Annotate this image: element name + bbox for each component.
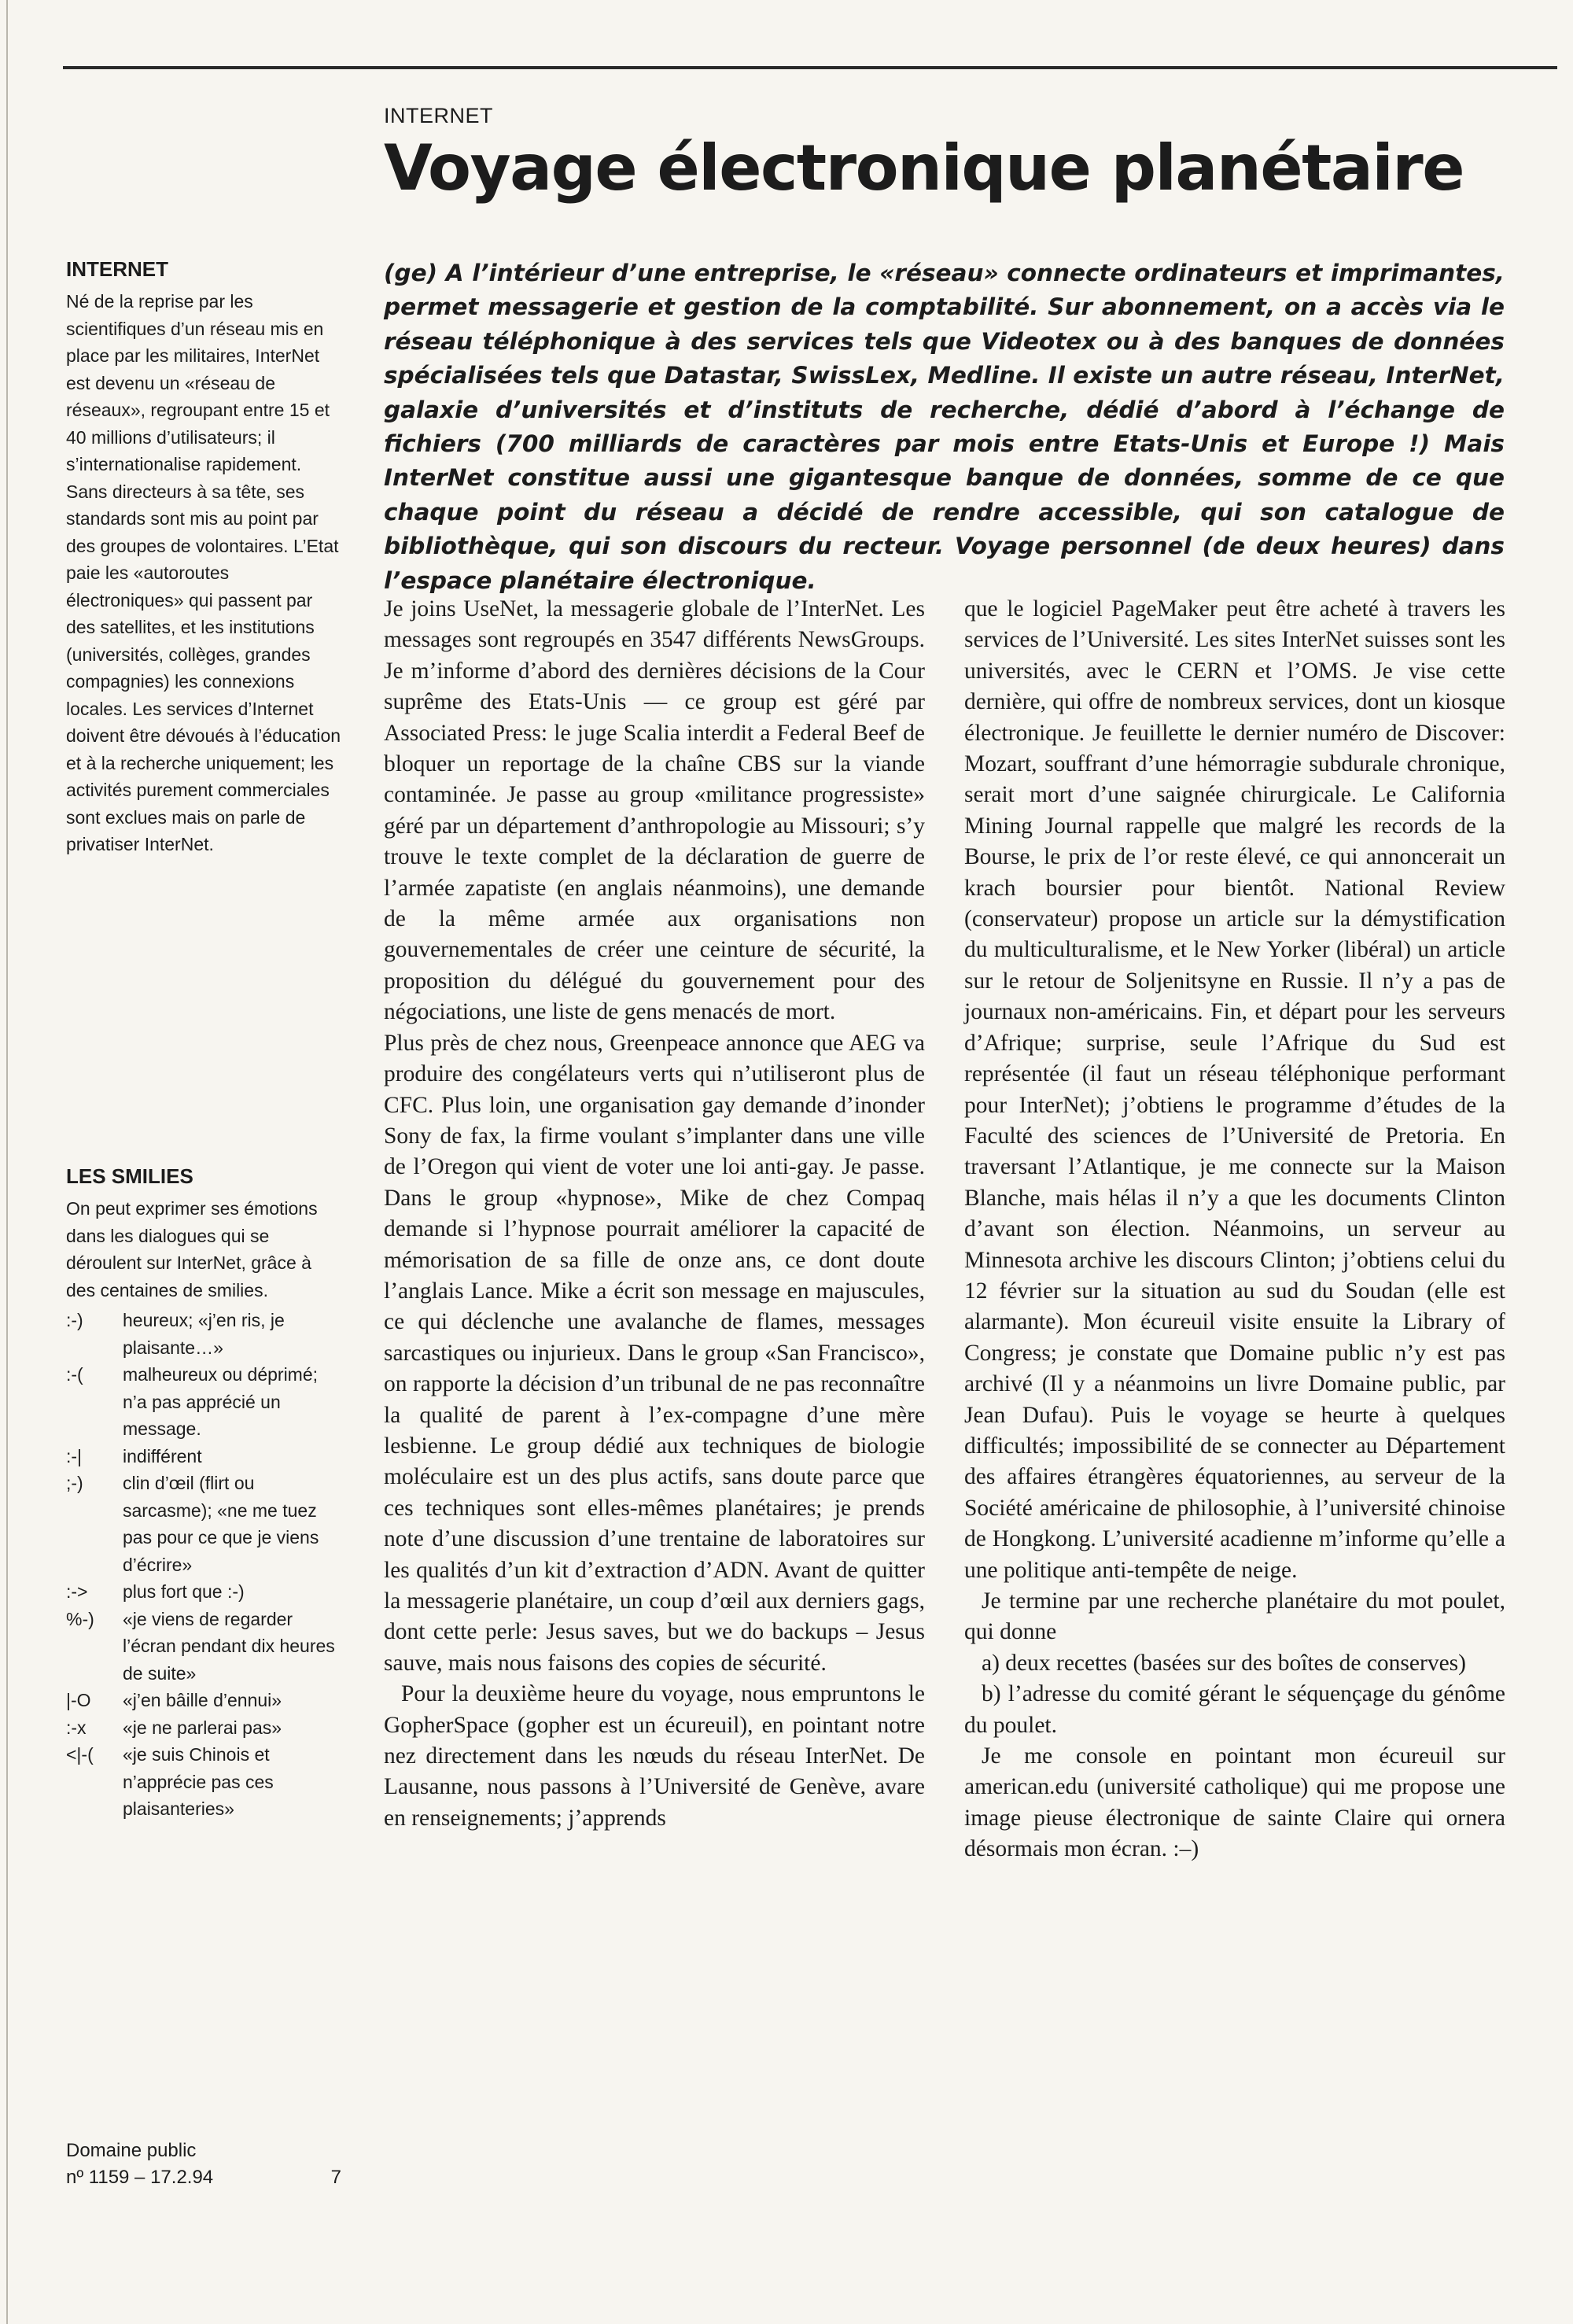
smiley-code: %-): [66, 1608, 94, 1629]
smiley-item: [66, 1361, 341, 1443]
body-paragraph: Je me console en pointant mon écureuil sur american.edu (université catholique) qui me propose une image pieuse électronique de sainte Claire qui ornera désormais mon écran. :–): [964, 1743, 1505, 1862]
publication-name: Domaine public: [66, 2140, 197, 2161]
sidebar-internet-heading: INTERNET: [66, 257, 168, 281]
smiley-code: |-O: [66, 1690, 91, 1710]
page-number: 7: [330, 2167, 341, 2188]
body-column-left: [384, 594, 925, 1834]
smiley-code: :-): [66, 1310, 83, 1330]
sidebar-internet: [66, 255, 341, 858]
smiley-item: [66, 1606, 341, 1688]
body-paragraph: Pour la deuxième heure du voyage, nous empruntons le GopherSpace (gopher est un écureuil), en pointant notre nez directement dans les nœuds du réseau InterNet. De Lausanne, nous passons à l’Université de Genève, avare en renseignements; j’apprends: [384, 1681, 925, 1831]
smiley-item: [66, 1578, 341, 1606]
body-column-right: [964, 594, 1505, 1865]
section-kicker: INTERNET: [384, 104, 493, 127]
smiley-code: ;-): [66, 1473, 83, 1493]
smiley-description: «j’en bâille d’ennui»: [123, 1690, 282, 1710]
sidebar-smilies-heading: LES SMILIES: [66, 1164, 193, 1188]
body-paragraph: Plus près de chez nous, Greenpeace annonce que AEG va produire des congélateurs verts qui n’utiliseront plus de CFC. Plus loin, une organisation gay demande d’inonder Sony de fax, la firme voulant s’implanter dans une ville de l’Oregon qui vient de voter une loi anti-gay. Je passe. Dans le group «hypnose», Mike de chez Compaq demande si l’hypnose pourrait améliorer la capacité de mémorisation de sa fille de onze ans, ce dont doute l’anglais Lance. Mike a écrit son message en majuscules, ce qui déclenche une avalanche de flames, messages sarcastiques ou injurieux. Dans le group «San Francisco», on rapporte la décision d’un tribunal de ne pas reconnaître la qualité de parent à l’ex-compagne d’une mère lesbienne. Le group dédié aux techniques de biologie moléculaire est un des plus actifs, sans doute parce que ces techniques sont elles-mêmes planétaires; je prends note d’une discussion d’une trentaine de laboratoires sur les qualités d’un kit d’extraction d’ADN. Avant de quitter la messagerie planétaire, un coup d’œil aux derniers gags, dont cette perle: Jesus saves, but we do backups – Jesus sauve, mais nous faisons des copies de sécurité.: [384, 1030, 925, 1676]
sidebar-internet-text: Né de la reprise par les scientifiques d’un réseau mis en place par les militaires, InterNet est devenu un «réseau de réseaux», regroupant entre 15 et 40 millions d’utilisateurs; il s’internationalise rapidement. Sans directeurs à sa tête, ses standards sont mis au point par des groupes de volontaires. L’Etat paie les «autoroutes électroniques» qui passent par des satellites, et les institutions (universités, collèges, grandes compagnies) les connexions locales. Les services d’Internet doivent être dévoués à l’éducation et à la recherche uniquement; les activités purement commerciales sont exclues mais on parle de privatiser InterNet.: [66, 291, 341, 854]
smiley-description: «je ne parlerai pas»: [123, 1717, 282, 1738]
smiley-item: [66, 1470, 341, 1578]
body-list-item: a) deux recettes (basées sur des boîtes de conserves): [982, 1650, 1466, 1676]
body-list-item: b) l’adresse du comité gérant le séquençage du génôme du poulet.: [964, 1681, 1505, 1738]
smiley-code: <|-(: [66, 1744, 94, 1765]
sidebar-smilies-intro: On peut exprimer ses émotions dans les dialogues qui se déroulent sur InterNet, grâce à des centaines de smilies.: [66, 1198, 318, 1300]
smiley-code: :-|: [66, 1445, 83, 1466]
smiley-item: [66, 1741, 341, 1823]
smiley-item: [66, 1443, 341, 1470]
smiley-description: «je viens de regarder l’écran pendant dix heures de suite»: [123, 1608, 335, 1684]
smiley-description: malheureux ou déprimé; n’a pas apprécié un message.: [123, 1364, 319, 1439]
body-paragraph: que le logiciel PageMaker peut être acheté à travers les services de l’Université. Les sites InterNet suisses sont les universités, avec le CERN et l’OMS. Je vise cette dernière, qui offre de nombreux services, dont un kiosque électronique. Je feuillette le dernier numéro de Discover: Mozart, souffrant d’une hémorragie subdurale chronique, serait mort d’une saignée chirurgicale. Le California Mining Journal rappelle que malgré les records de la Bourse, le prix de l’or reste élevé, ce qui annoncerait un krach boursier pour bientôt. National Review (conservateur) propose un article sur la démystification du multiculturalisme, et le New Yorker (libéral) un article sur le retour de Soljenitsyne en Russie. Il n’y a pas de journaux non-américains. Fin, et départ pour les serveurs d’Afrique; surprise, seule l’Afrique du Sud est représentée (il faut un réseau téléphonique performant pour InterNet); j’obtiens le programme d’études de la Faculté des sciences de l’Université de Pretoria. En traversant l’Atlantique, je me connecte sur la Maison Blanche, mais hélas il n’y a que les documents Clinton d’avant son élection. Néanmoins, un serveur au Minnesota archive les discours Clinton; j’obtiens celui du 12 février sur la situation au sud du Soudan (elle est alarmante). Mon écureuil visite ensuite la Library of Congress; je constate que Domaine public n’y est pas archivé (Il y a néanmoins un livre Domaine public, par Jean Dufau). Puis le voyage se heurte à quelques difficultés; impossibilité de se connecter au Département des affaires étrangères équatoriennes, au serveur de la Société américaine de philosophie, à l’université chinoise de Hongkong. L’université acadienne m’informe qu’elle a une politique anti-tempête de neige.: [964, 596, 1505, 1583]
article-lead: (ge) A l’intérieur d’une entreprise, le «réseau» connecte ordinateurs et imprimantes, permet messagerie et gestion de la comptabilité. Sur abonnement, on a accès via le réseau téléphonique à des services tels que Videotex ou à des banques de données spécialisées tels que Datastar, SwissLex, Medline. Il existe un autre réseau, InterNet, galaxie d’universités et d’instituts de recherche, dédié d’abord à l’échange de fichiers (700 milliards de caractères par mois entre Etats-Unis et Europe !) Mais InterNet constitue aussi une gigantesque banque de données, somme de ce que chaque point du réseau a décidé de rendre accessible, qui son catalogue de bibliothèque, qui son discours du recteur. Voyage personnel (de deux heures) dans l’espace planétaire électronique.: [384, 260, 1505, 594]
page-edge-line: [6, 0, 8, 2324]
smiley-description: indifférent: [123, 1445, 202, 1466]
smiley-code: :->: [66, 1581, 88, 1602]
header-rule: [63, 66, 1557, 69]
issue-number: nº 1159 – 17.2.94: [66, 2167, 214, 2188]
smiley-item: [66, 1307, 341, 1361]
smiley-description: heureux; «j’en ris, je plaisante…»: [123, 1310, 285, 1358]
smiley-code: :-(: [66, 1364, 83, 1385]
smilies-list: [66, 1307, 341, 1823]
smiley-item: [66, 1687, 341, 1714]
smiley-item: [66, 1714, 341, 1742]
page-footer: [66, 2138, 341, 2191]
smiley-description: clin d’œil (flirt ou sarcasme); «ne me tuez pas pour ce que je viens d’écrire»: [123, 1473, 319, 1575]
body-paragraph: Je joins UseNet, la messagerie globale de l’InterNet. Les messages sont regroupés en 3547 différents NewsGroups. Je m’informe d’abord des dernières décisions de la Cour suprême des Etats-Unis — ce group est géré par Associated Press: le juge Scalia interdit a Federal Beef de bloquer un reportage de la chaîne CBS sur la viande contaminée. Je passe au group «militance progressiste» géré par un département d’anthropologie au Missouri; s’y trouve le texte complet de la déclaration de guerre de l’armée zapatiste (en anglais néanmoins), une demande de la même armée aux organisations non gouvernementales de créer une ceinture de sécurité, la proposition du délégué du gouvernement pour des négociations, une liste de gens menacés de mort.: [384, 596, 925, 1025]
smiley-code: :-x: [66, 1717, 87, 1738]
smiley-description: plus fort que :-): [123, 1581, 245, 1602]
smiley-description: «je suis Chinois et n’apprécie pas ces plaisanteries»: [123, 1744, 274, 1819]
sidebar-smilies: [66, 1162, 341, 1823]
body-paragraph: Je termine par une recherche planétaire du mot poulet, qui donne: [964, 1588, 1505, 1645]
article-title: Voyage électronique planétaire: [384, 131, 1464, 205]
